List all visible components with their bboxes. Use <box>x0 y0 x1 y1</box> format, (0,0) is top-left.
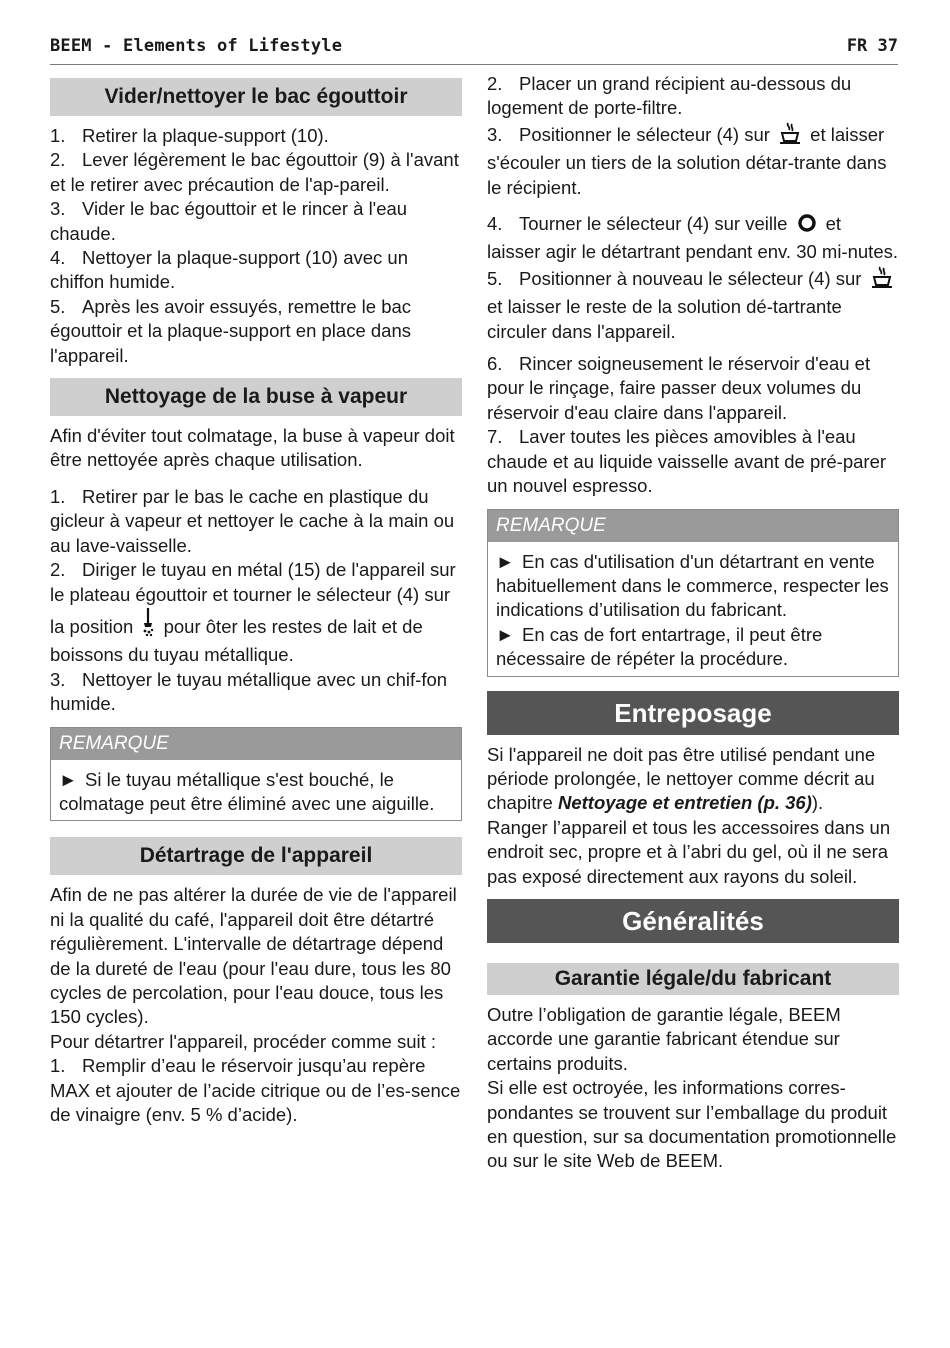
note-text: ► Si le tuyau métallique s'est bouché, le colmatage peut être éliminé avec une aiguille. <box>59 768 435 814</box>
brand-name: BEEM - Elements of Lifestyle <box>50 36 343 56</box>
list-item: 2. Placer un grand récipient au-dessous du logement de porte-filtre. <box>487 73 852 119</box>
list-item: 2. Diriger le tuyau en métal (15) de l'appareil sur le plateau égouttoir et tourner le sélecteur (4) sur la position pour ôter les restes de lait et de boissons du tuyau métallique. <box>50 559 456 666</box>
list-item: 5. Positionner à nouveau le sélecteur (4) sur et laisser le reste de la solution dé-tartrante circuler dans l'appareil. <box>487 265 899 344</box>
note-box <box>487 509 899 677</box>
list-item: 7. Laver toutes les pièces amovibles à l'eau chaude et au liquide vaisselle avant de pré-parer un nouvel espresso. <box>487 426 887 497</box>
standby-circle-icon <box>796 212 818 240</box>
storage-paragraph: Si l'appareil ne doit pas être utilisé pendant une période prolongée, le nettoyer comme décrit au chapitre Nettoyage et entretien (p. 36)). <box>487 743 876 814</box>
section-heading-general: Généralités <box>487 899 899 943</box>
note-box <box>50 727 462 822</box>
steam-nozzle-intro: Afin d'éviter tout colmatage, la buse à vapeur doit être nettoyée après chaque utilisation. <box>50 425 455 471</box>
note-text: ► En cas d'utilisation d'un détartrant en vente habituellement dans le commerce, respecter les indications d’utilisation du fabricant. <box>496 550 889 621</box>
drip-tray-steps <box>50 124 462 368</box>
descaling-paragraph: Afin de ne pas altérer la durée de vie de l'appareil ni la qualité du café, l'appareil doit être détartré régulièrement. L'intervalle de détartrage dépend de la dureté de l'eau (pour l'eau dure, tous les 80 cycles de percolation, pour l'eau douce, tous les 150 cycles). <box>50 884 457 1028</box>
section-heading-warranty: Garantie légale/du fabricant <box>487 963 899 995</box>
list-item: 1. Remplir d’eau le réservoir jusqu’au repère MAX et ajouter de l’acide citrique ou de l’es-sence de vinaigre (env. 5 % d’acide). <box>50 1055 461 1125</box>
descaling-procedure-intro: Pour détartrer l'appareil, procéder comme suit : <box>50 1030 437 1052</box>
section-heading-steam-nozzle: Nettoyage de la buse à vapeur <box>50 378 462 416</box>
warranty-paragraph: Outre l’obligation de garantie légale, BEEM accorde une garantie fabricant étendue sur certains produits. <box>487 1003 841 1074</box>
cup-steam-icon <box>870 265 894 295</box>
list-item: 2. Lever légèrement le bac égouttoir (9) à l'avant et le retirer avec précaution de l'ap-pareil. <box>50 149 459 195</box>
storage-paragraph-2: Ranger l’appareil et tous les accessoires dans un endroit sec, propre et à l’abri du gel, où il ne sera pas exposé directement aux rayons du soleil. <box>487 816 891 887</box>
list-item: 1. Retirer par le bas le cache en plastique du gicleur à vapeur et nettoyer le cache à la main ou au lave-vaisselle. <box>50 485 455 556</box>
left-column <box>50 72 462 1127</box>
chapter-reference: Nettoyage et entretien (p. 36) <box>557 792 812 814</box>
section-heading-storage: Entreposage <box>487 691 899 735</box>
note-title: REMARQUE <box>51 728 461 760</box>
list-item: 5. Après les avoir essuyés, remettre le bac égouttoir et la plaque-support en place dans l'appareil. <box>50 295 412 366</box>
page-number: FR 37 <box>846 36 898 56</box>
section-heading-drip-tray: Vider/nettoyer le bac égouttoir <box>50 78 462 116</box>
arrow-bullet-icon: ► <box>496 623 515 645</box>
list-item: 4. Tourner le sélecteur (4) sur veille et laisser agir le détartrant pendant env. 30 mi-nutes. <box>487 213 898 263</box>
steam-nozzle-icon <box>141 607 155 643</box>
warranty-paragraph-2: Si elle est octroyée, les informations corres-pondantes se trouvent sur l’emballage du produit en question, sur sa documentation promotionnelle ou sur le site Web de BEEM. <box>487 1077 897 1172</box>
arrow-bullet-icon: ► <box>496 550 515 572</box>
note-text: ► En cas de fort entartrage, il peut être nécessaire de répéter la procédure. <box>496 623 823 670</box>
section-heading-descaling: Détartrage de l'appareil <box>50 837 462 875</box>
page-header <box>50 34 898 65</box>
list-item: 3. Positionner le sélecteur (4) sur et laisser s'écouler un tiers de la solution détar-trante dans le récipient. <box>487 121 899 200</box>
list-item: 6. Rincer soigneusement le réservoir d'eau et pour le rinçage, faire passer deux volumes du réservoir d'eau claire dans l'appareil. <box>487 353 871 423</box>
list-item: 3. Vider le bac égouttoir et le rincer à l'eau chaude. <box>50 198 408 244</box>
list-item: 4. Nettoyer la plaque-support (10) avec un chiffon humide. <box>50 247 408 293</box>
list-item: 1. Retirer la plaque-support (10). <box>50 125 329 146</box>
right-column <box>487 72 899 1174</box>
arrow-bullet-icon: ► <box>59 768 78 790</box>
note-title: REMARQUE <box>488 510 898 542</box>
cup-steam-icon <box>778 121 802 151</box>
list-item: 3. Nettoyer le tuyau métallique avec un chif-fon humide. <box>50 668 448 715</box>
